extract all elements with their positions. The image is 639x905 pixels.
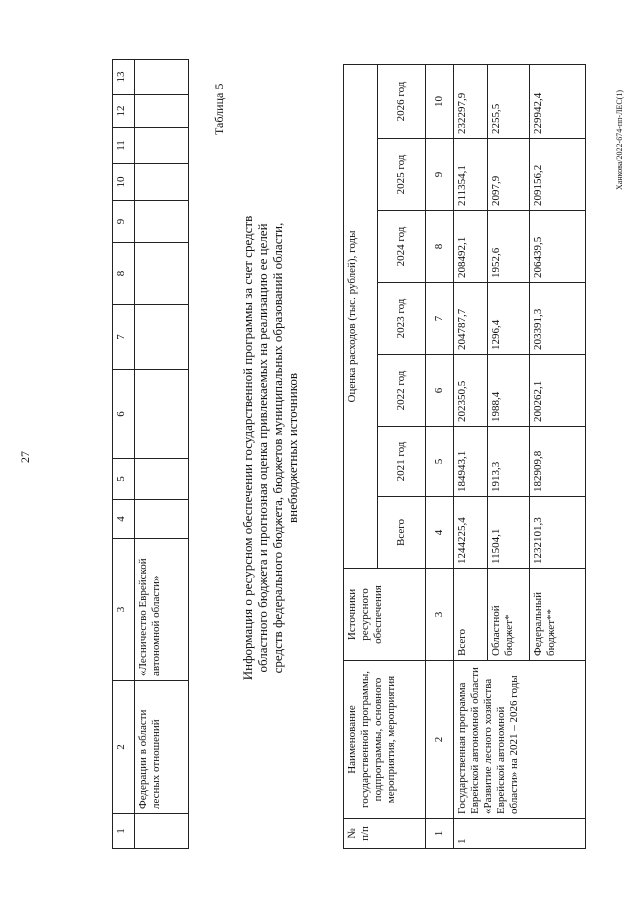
header-name: Наименование государственной программы, подпрограммы, основного мероприятия, мероприятия [344,661,426,819]
col-number-3: 3 [426,569,454,661]
header-year-2024: 2024 год [378,211,426,283]
table-title: Информация о ресурсном обеспечении государственной программы за счет средств областного бюджета и прогнозная оценка привлекаемых на реализацию ее целей средств федерального бюджета, бюджетов муниципальных образований области, внебюджетных источников [240,215,300,681]
table-main-number-row [426,64,454,848]
col-number-6: 6 [426,355,454,427]
header-year-total: Всего [378,497,426,569]
value-regional-all: 11504,1 [488,497,530,569]
col-number-5: 5 [426,427,454,497]
table-top-header-8: 8 [113,243,135,305]
table-top-cell-1 [135,814,189,849]
table-label: Таблица 5 [212,83,226,135]
table-top-header-11: 11 [113,128,135,164]
table-top-header-2: 2 [113,681,135,814]
value-total-2023: 204787,7 [454,283,488,355]
table-top-cell-9 [135,201,189,243]
table-top-cell-12 [135,95,189,128]
value-total-2022: 202350,5 [454,355,488,427]
col-number-8: 8 [426,211,454,283]
table-top-cell-5 [135,459,189,500]
table-main [343,64,586,849]
table-top-cell-7 [135,305,189,370]
value-total-2025: 211354,1 [454,139,488,211]
table-top-cell-10 [135,164,189,201]
value-total-2021: 184943,1 [454,427,488,497]
table-top [112,59,189,849]
value-federal-2021: 182909,8 [530,427,586,497]
col-number-7: 7 [426,283,454,355]
table-top-row [135,60,189,849]
col-number-10: 10 [426,64,454,138]
col-number-4: 4 [426,497,454,569]
row-source-regional: Областной бюджет* [488,569,530,661]
table-top-header-1: 1 [113,814,135,849]
document-id: Ханкова/2022-674-пп-ЛЕС(1) [615,89,624,190]
value-federal-2022: 200262,1 [530,355,586,427]
table-main-header-row-1 [344,64,378,848]
header-year-2021: 2021 год [378,427,426,497]
table-top-header-6: 6 [113,370,135,459]
table-top-header-9: 9 [113,201,135,243]
value-regional-2026: 2255,5 [488,64,530,138]
row-source-total: Всего [454,569,488,661]
col-number-2: 2 [426,661,454,819]
value-federal-2023: 203391,3 [530,283,586,355]
header-num: № п/п [344,819,426,849]
col-number-1: 1 [426,819,454,849]
value-regional-2022: 1988,4 [488,355,530,427]
header-year-2025: 2025 год [378,139,426,211]
value-regional-2025: 2097,9 [488,139,530,211]
value-regional-2021: 1913,3 [488,427,530,497]
header-estimate: Оценка расходов (тыс. рублей), годы [344,64,378,568]
value-regional-2023: 1296,4 [488,283,530,355]
row-program-name: Государственная программа Еврейской автономной области «Развитие лесного хозяйства Еврейской автономной области» на 2021 – 2026 годы [454,661,586,819]
table-top-header-4: 4 [113,500,135,539]
table-top-cell-3: «Лесничество Еврейской автономной области» [135,539,189,681]
value-total-all: 1244225,4 [454,497,488,569]
row-num: 1 [454,819,586,849]
table-top-cell-4 [135,500,189,539]
table-top-header-row [113,60,135,849]
header-year-2026: 2026 год [378,64,426,138]
table-top-cell-2: Федерации в области лесных отношений [135,681,189,814]
table-top-cell-13 [135,60,189,95]
value-federal-2026: 229942,4 [530,64,586,138]
table-row-total [454,64,488,848]
page-number: 27 [18,451,32,463]
value-total-2026: 232297,9 [454,64,488,138]
table-top-header-10: 10 [113,164,135,201]
value-regional-2024: 1952,6 [488,211,530,283]
header-year-2023: 2023 год [378,283,426,355]
table-top-header-7: 7 [113,305,135,370]
table-top-header-12: 12 [113,95,135,128]
table-top-cell-8 [135,243,189,305]
table-top-cell-11 [135,128,189,164]
value-total-2024: 208492,1 [454,211,488,283]
table-top-cell-6 [135,370,189,459]
table-top-header-13: 13 [113,60,135,95]
header-sources: Источники ресурсного обеспечения [344,569,426,661]
value-federal-2024: 206439,5 [530,211,586,283]
col-number-9: 9 [426,139,454,211]
header-year-2022: 2022 год [378,355,426,427]
row-source-federal: Федеральный бюджет** [530,569,586,661]
value-federal-2025: 209156,2 [530,139,586,211]
value-federal-all: 1232101,3 [530,497,586,569]
table-top-header-3: 3 [113,539,135,681]
table-top-header-5: 5 [113,459,135,500]
